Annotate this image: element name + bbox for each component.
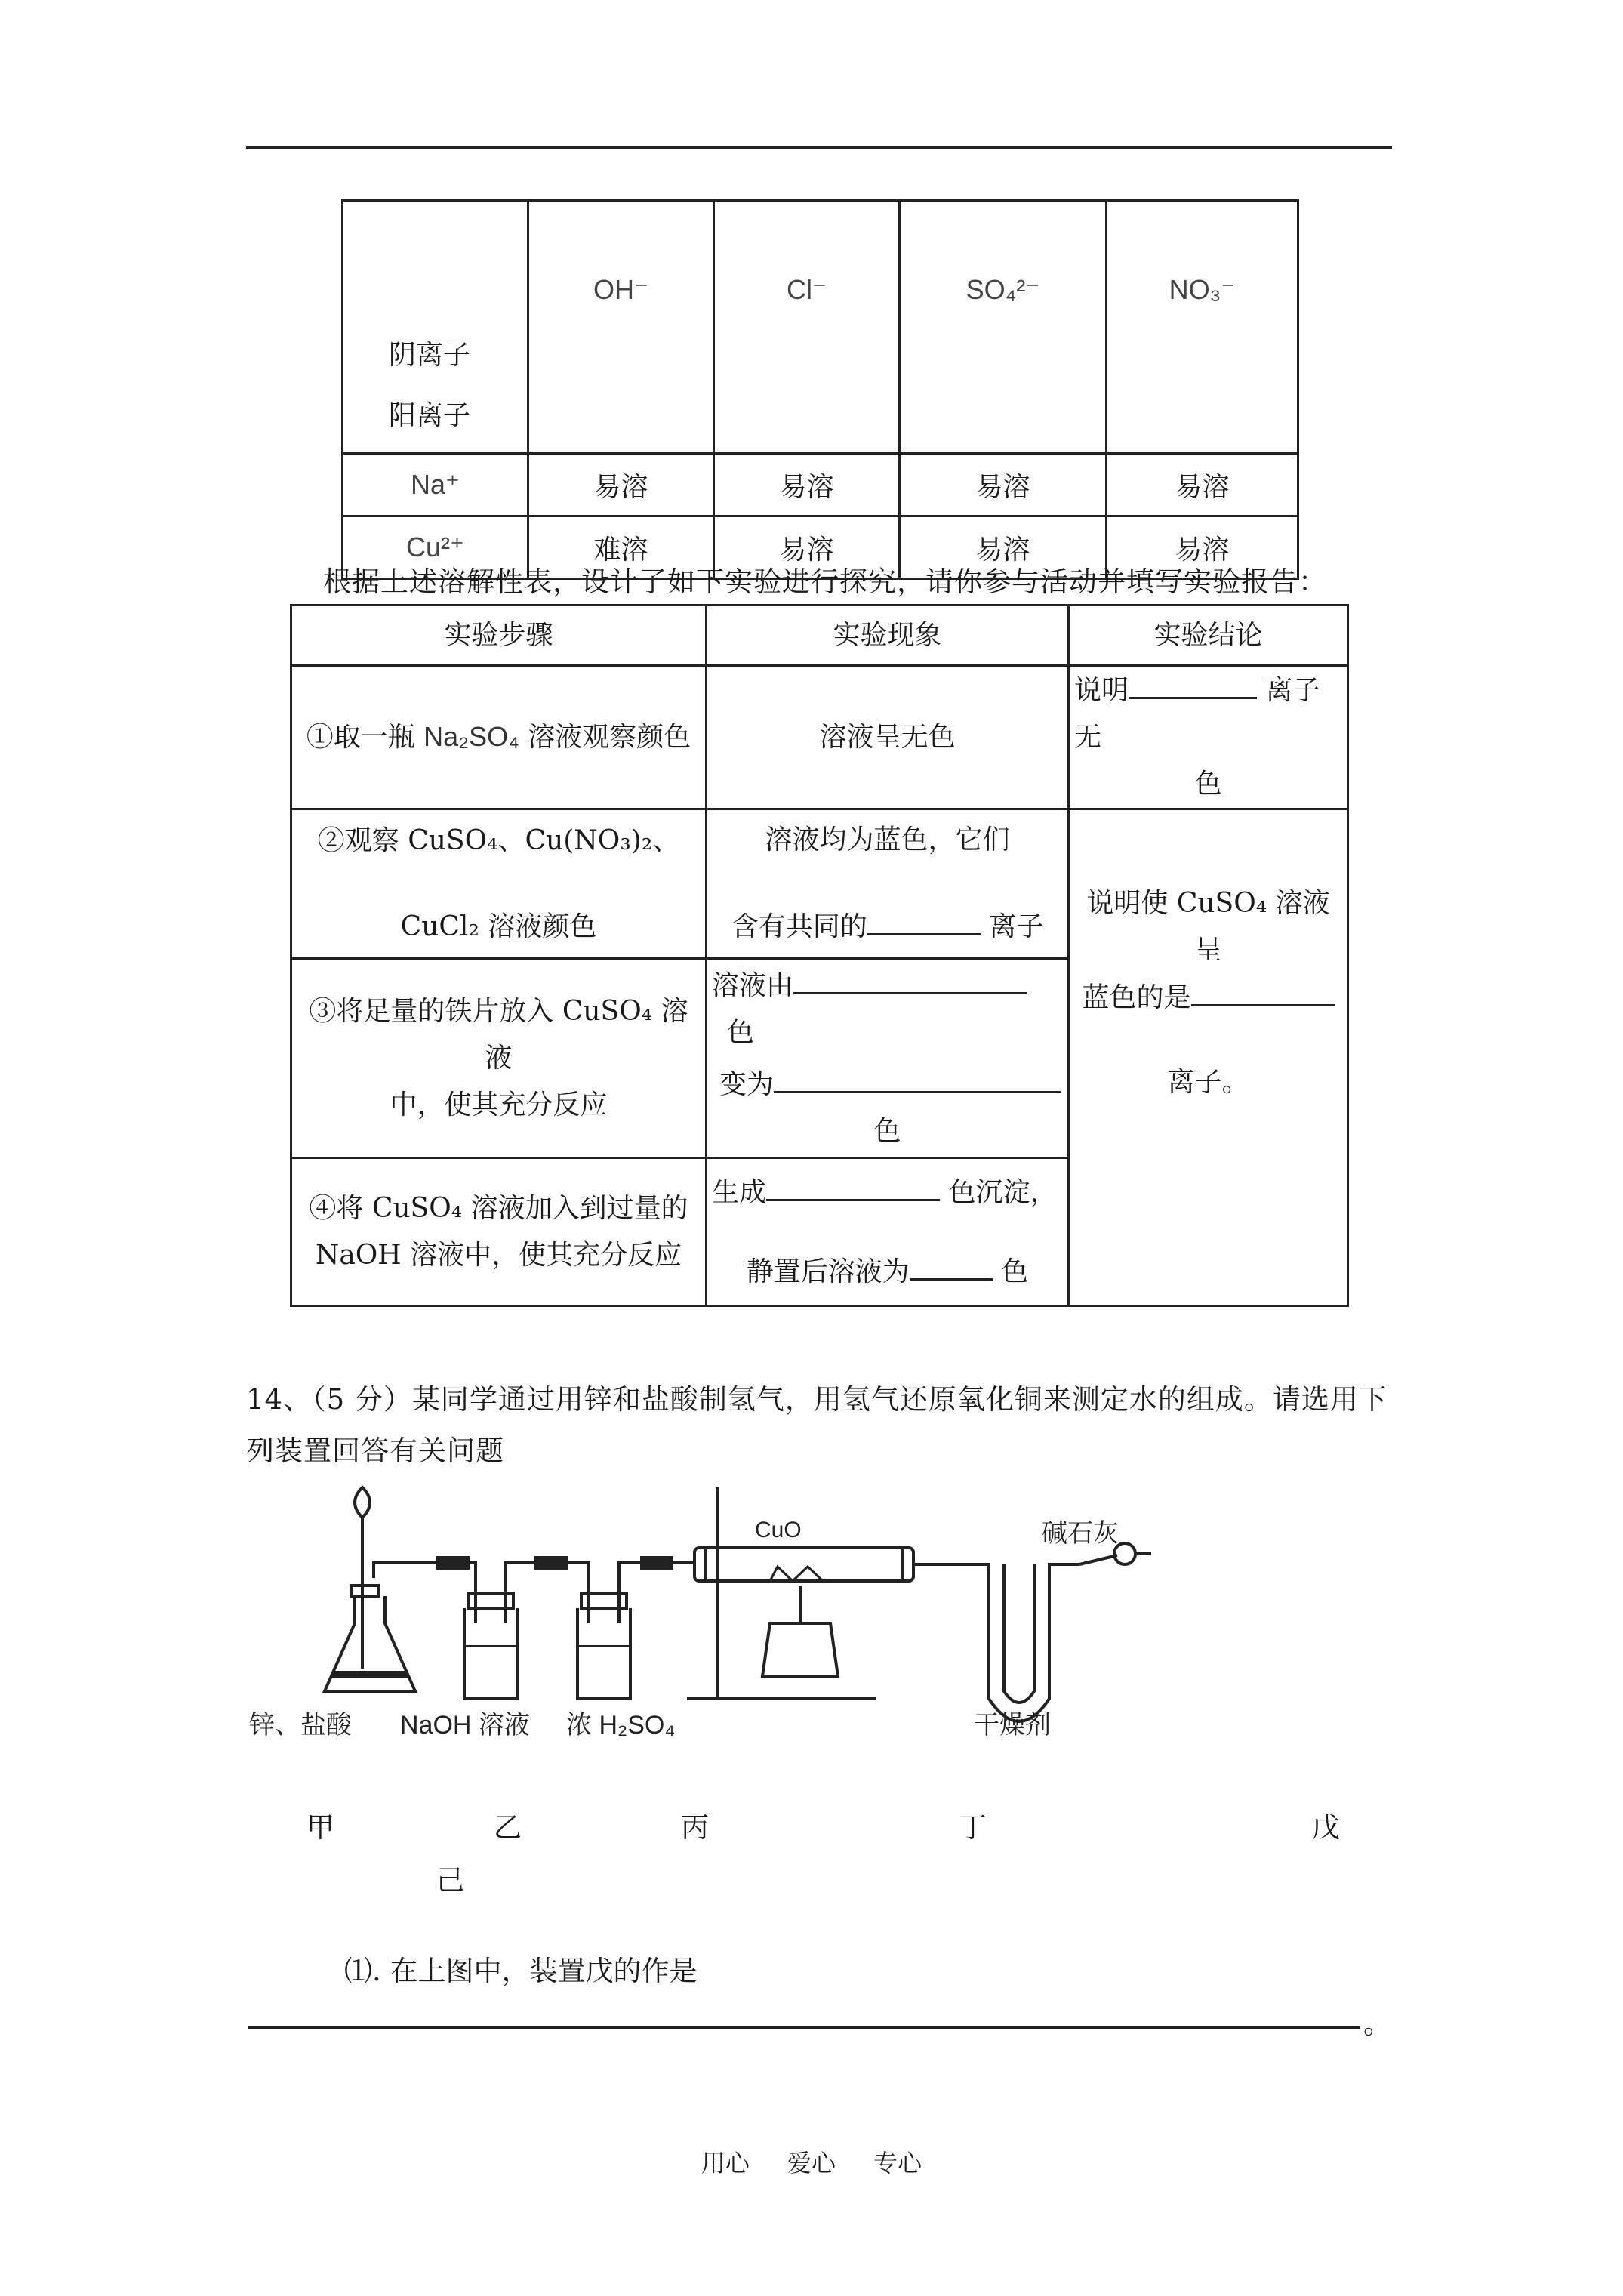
- step-cell: ①取一瓶 Na₂SO₄ 溶液观察颜色: [291, 666, 707, 809]
- conclusion-cell: 说明使 CuSO₄ 溶液呈 蓝色的是 离子。: [1069, 809, 1348, 1306]
- answer-line[interactable]: [248, 2026, 1360, 2029]
- header-rule: [246, 146, 1392, 149]
- device-name: 甲: [306, 1811, 334, 1844]
- cation-cell: Cu²⁺: [343, 516, 528, 579]
- experiment-table: [290, 604, 1349, 1307]
- column-header: 实验步骤: [291, 606, 707, 666]
- u-tube: [913, 1564, 1079, 1721]
- device-name: 戊: [1312, 1811, 1340, 1844]
- header-corner-cell: [343, 201, 528, 454]
- phenomenon-cell: 溶液由色 变为 色: [707, 959, 1069, 1158]
- apparatus-label: 锌、盐酸: [249, 1711, 352, 1740]
- flask-apparatus: [325, 1487, 415, 1691]
- table-row: [291, 666, 1348, 809]
- phenomenon-cell: 溶液呈无色: [707, 666, 1069, 809]
- header-cation-label: 阳离子: [389, 400, 471, 431]
- apparatus-label: 碱石灰: [1042, 1519, 1119, 1548]
- device-name: 丁: [959, 1811, 987, 1844]
- question-14: 14、（5 分）某同学通过用锌和盐酸制氢气，用氢气还原氧化铜来测定水的组成。请选用下 列装置回答有关问题: [246, 1383, 1387, 1467]
- solubility-cell: 易溶: [714, 516, 900, 579]
- page-footer: 用心 爱心 专心: [701, 2149, 922, 2177]
- answer-blank[interactable]: [910, 1248, 993, 1281]
- table-row: [291, 809, 1348, 959]
- anion-header: Cl⁻: [714, 201, 900, 454]
- apparatus-label: CuO: [755, 1518, 802, 1542]
- device-name: 己: [436, 1864, 464, 1897]
- table-row: [343, 454, 1298, 516]
- answer-period: 。: [1363, 2008, 1391, 2040]
- solubility-table: [341, 199, 1299, 580]
- solubility-cell: 易溶: [900, 516, 1107, 579]
- intro-text: 根据上述溶解性表，设计了如下实验进行探究，请你参与活动并填写实验报告：: [323, 566, 1327, 598]
- solubility-cell: 易溶: [1107, 454, 1298, 516]
- column-header: 实验现象: [707, 606, 1069, 666]
- apparatus-label: NaOH 溶液: [400, 1711, 530, 1740]
- answer-blank[interactable]: [1129, 667, 1257, 699]
- anion-header: NO₃⁻: [1107, 201, 1298, 454]
- apparatus-diagram: [249, 1472, 1155, 1744]
- phenomenon-cell: 溶液均为蓝色，它们 含有共同的 离子: [707, 809, 1069, 959]
- step-cell: ②观察 CuSO₄、Cu(NO₃)₂、 CuCl₂ 溶液颜色: [291, 809, 707, 959]
- solubility-cell: 易溶: [1107, 516, 1298, 579]
- solubility-cell: 易溶: [900, 454, 1107, 516]
- solubility-cell: 易溶: [528, 454, 714, 516]
- sub-question-1: ⑴. 在上图中，装置戊的作是: [344, 1955, 698, 1987]
- device-name: 丙: [681, 1811, 709, 1844]
- answer-blank[interactable]: [867, 903, 981, 935]
- conclusion-cell: 说明 离子无 色: [1069, 666, 1348, 809]
- solubility-cell: 易溶: [714, 454, 900, 516]
- solubility-cell: 难溶: [528, 516, 714, 579]
- apparatus-label: 浓 H₂SO₄: [566, 1711, 676, 1740]
- anion-header: OH⁻: [528, 201, 714, 454]
- apparatus-label: 干燥剂: [974, 1711, 1051, 1740]
- table-row: [291, 606, 1348, 666]
- answer-blank[interactable]: [1191, 974, 1335, 1006]
- answer-blank[interactable]: [793, 962, 1027, 994]
- naoh-bottle: [464, 1593, 517, 1699]
- step-cell: ④将 CuSO₄ 溶液加入到过量的 NaOH 溶液中，使其充分反应: [291, 1158, 707, 1306]
- answer-blank[interactable]: [766, 1169, 940, 1201]
- header-anion-label: 阴离子: [389, 340, 471, 371]
- anion-header: SO₄²⁻: [900, 201, 1107, 454]
- column-header: 实验结论: [1069, 606, 1348, 666]
- cation-cell: Na⁺: [343, 454, 528, 516]
- phenomenon-cell: 生成 色沉淀， 静置后溶液为 色: [707, 1158, 1069, 1306]
- answer-blank[interactable]: [774, 1061, 1061, 1093]
- step-cell: ③将足量的铁片放入 CuSO₄ 溶液 中，使其充分反应: [291, 959, 707, 1158]
- acid-bottle: [577, 1593, 630, 1699]
- device-name: 乙: [494, 1811, 522, 1844]
